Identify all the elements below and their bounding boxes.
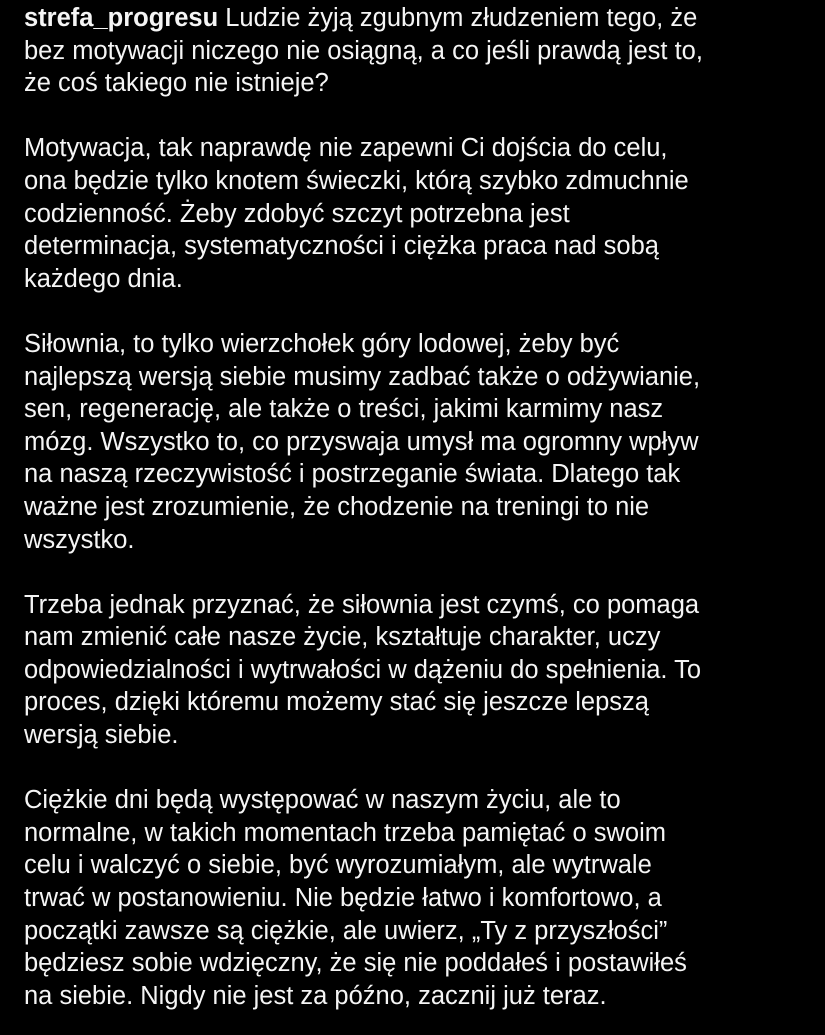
caption-line: ona będzie tylko knotem świeczki, którą szybko zdmuchnie <box>24 166 689 195</box>
caption-line: odpowiedzialności i wytrwałości w dążeniu do spełnienia. To <box>24 655 702 684</box>
caption-line: będziesz sobie wdzięczny, że się nie poddałeś i postawiłeś <box>24 949 687 978</box>
caption-line: mózg. Wszystko to, co przyswaja umysł ma ogromny wpływ <box>24 427 699 456</box>
username-link[interactable]: strefa_progresu <box>24 4 219 32</box>
caption-line: na siebie. Nigdy nie jest za późno, zacznij już teraz. <box>24 981 607 1010</box>
caption-line: celu i walczyć o siebie, być wyrozumiałym, ale wytrwale <box>24 851 652 880</box>
caption-line: najlepszą wersją siebie musimy zadbać także o odżywianie, <box>24 362 701 391</box>
caption-line: Trzeba jednak przyznać, że siłownia jest czymś, co pomaga <box>24 590 700 619</box>
caption-line: na naszą rzeczywistość i postrzeganie świata. Dlatego tak <box>24 460 681 489</box>
caption-line: Motywacja, tak naprawdę nie zapewni Ci dojścia do celu, <box>24 134 668 163</box>
caption-line: bez motywacji niczego nie osiągną, a co jeśli prawdą jest to, <box>24 36 703 65</box>
caption-line: Siłownia, to tylko wierzchołek góry lodowej, żeby być <box>24 329 620 358</box>
caption-line: każdego dnia. <box>24 264 183 293</box>
caption-line: ważne jest zrozumienie, że chodzenie na treningi to nie <box>24 492 650 521</box>
caption-line: trwać w postanowieniu. Nie będzie łatwo i komfortowo, a <box>24 884 662 913</box>
caption-line: wszystko. <box>24 525 135 554</box>
paragraph-break <box>24 556 801 589</box>
caption-text: Ludzie żyją zgubnym złudzeniem tego, że <box>225 4 698 32</box>
caption-line: sen, regenerację, ale także o treści, jakimi karmimy nasz <box>24 395 664 424</box>
caption-line: codzienność. Żeby zdobyć szczyt potrzebna jest <box>24 199 570 228</box>
caption-line: proces, dzięki któremu możemy stać się jeszcze lepszą <box>24 688 649 717</box>
paragraph-break <box>24 295 801 328</box>
paragraph-break <box>24 100 801 133</box>
caption-line: normalne, w takich momentach trzeba pamiętać o swoim <box>24 818 667 847</box>
paragraph-break <box>24 752 801 785</box>
caption-line: początki zawsze są ciężkie, ale uwierz, „Ty z przyszłości” <box>24 916 668 945</box>
caption-line: że coś takiego nie istnieje? <box>24 69 329 98</box>
caption-line: wersją siebie. <box>24 721 179 750</box>
caption-line: Ciężkie dni będą występować w naszym życiu, ale to <box>24 786 621 815</box>
caption-line: determinacja, systematyczności i ciężka praca nad sobą <box>24 232 659 261</box>
caption-line <box>24 2 801 35</box>
caption-line: nam zmienić całe nasze życie, kształtuje charakter, uczy <box>24 623 661 652</box>
